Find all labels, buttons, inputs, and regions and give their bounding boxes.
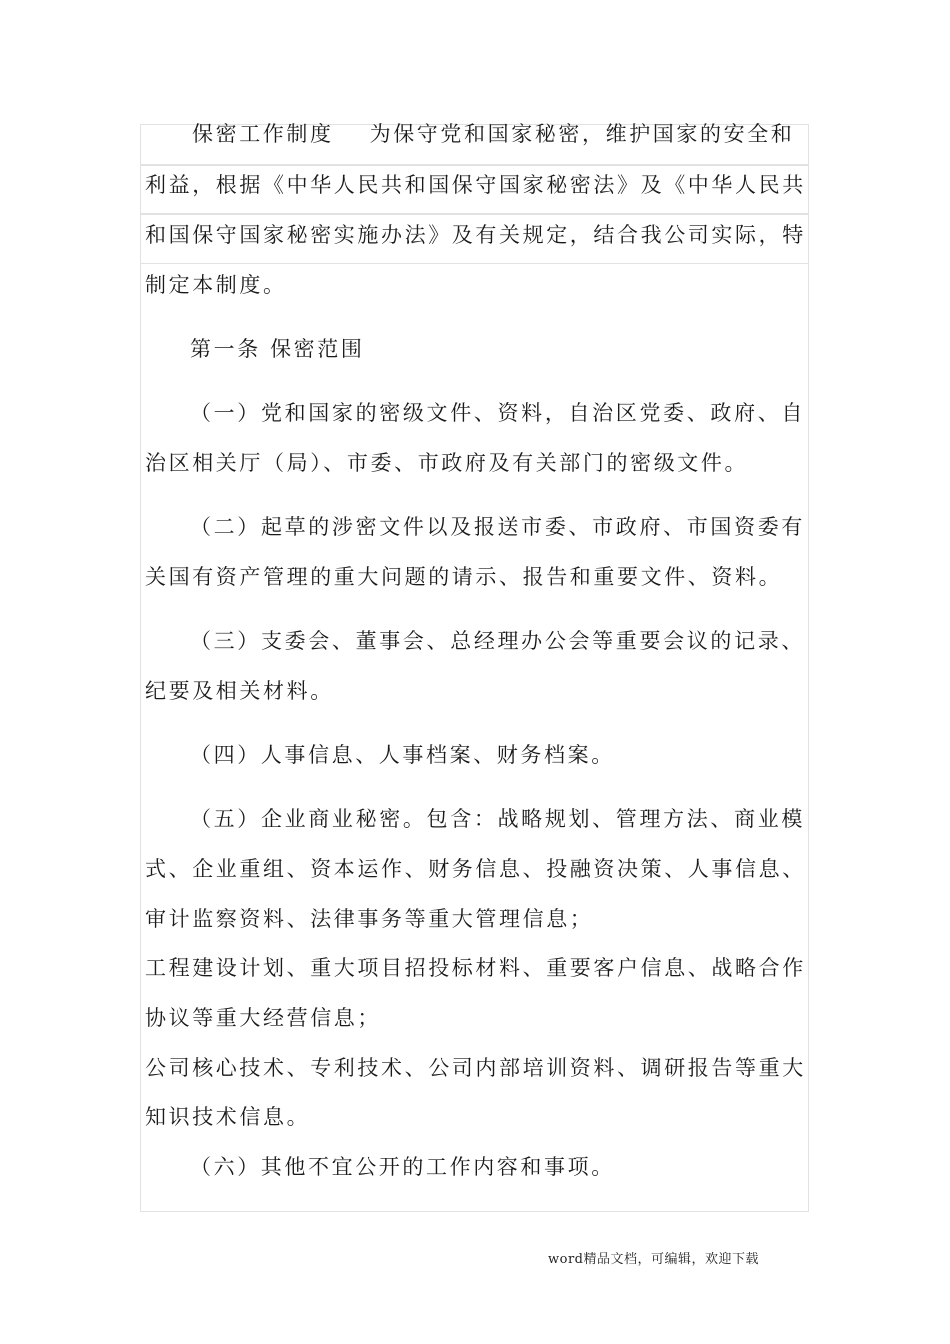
intro-line-1 — [192, 118, 805, 150]
article-heading: 第一条 保密范围 — [190, 337, 365, 361]
page-footer: word精品文档，可编辑，欢迎下载 — [548, 1252, 759, 1267]
item4-line-1: （四）人事信息、人事档案、财务档案。 — [190, 743, 615, 767]
intro-line-4: 制定本制度。 — [145, 273, 287, 297]
item2-line-2: 关国有资产管理的重大问题的请示、报告和重要文件、资料。 — [145, 565, 783, 589]
item3-line-2: 纪要及相关材料。 — [145, 679, 334, 703]
intro-text-1: 为保守党和国家秘密，维护国家的安全和 — [369, 122, 795, 146]
item5-line-4: 工程建设计划、重大项目招投标材料、重要客户信息、战略合作 — [145, 956, 806, 980]
item1-line-2: 治区相关厅（局）、市委、市政府及有关部门的密级文件。 — [145, 451, 749, 475]
item2-line-1: （二）起草的涉密文件以及报送市委、市政府、市国资委有 — [190, 515, 805, 539]
item5-line-2: 式、企业重组、资本运作、财务信息、投融资决策、人事信息、 — [145, 857, 806, 881]
item5-line-5: 协议等重大经营信息； — [145, 1006, 381, 1030]
item5-line-7: 知识技术信息。 — [145, 1105, 311, 1129]
item1-line-1: （一）党和国家的密级文件、资料，自治区党委、政府、自 — [190, 401, 805, 425]
item5-line-1: （五）企业商业秘密。包含：战略规划、管理方法、商业模 — [190, 807, 805, 831]
item5-line-3: 审计监察资料、法律事务等重大管理信息； — [145, 907, 594, 931]
intro-line-3: 和国保守国家秘密实施办法》及有关规定，结合我公司实际，特 — [145, 223, 806, 247]
document-title: 保密工作制度 — [192, 122, 334, 146]
item5-line-6: 公司核心技术、专利技术、公司内部培训资料、调研报告等重大 — [145, 1056, 806, 1080]
item6-line-1: （六）其他不宜公开的工作内容和事项。 — [190, 1155, 615, 1179]
intro-line-2: 利益，根据《中华人民共和国保守国家秘密法》及《中华人民共 — [145, 173, 806, 197]
item3-line-1: （三）支委会、董事会、总经理办公会等重要会议的记录、 — [190, 629, 805, 653]
